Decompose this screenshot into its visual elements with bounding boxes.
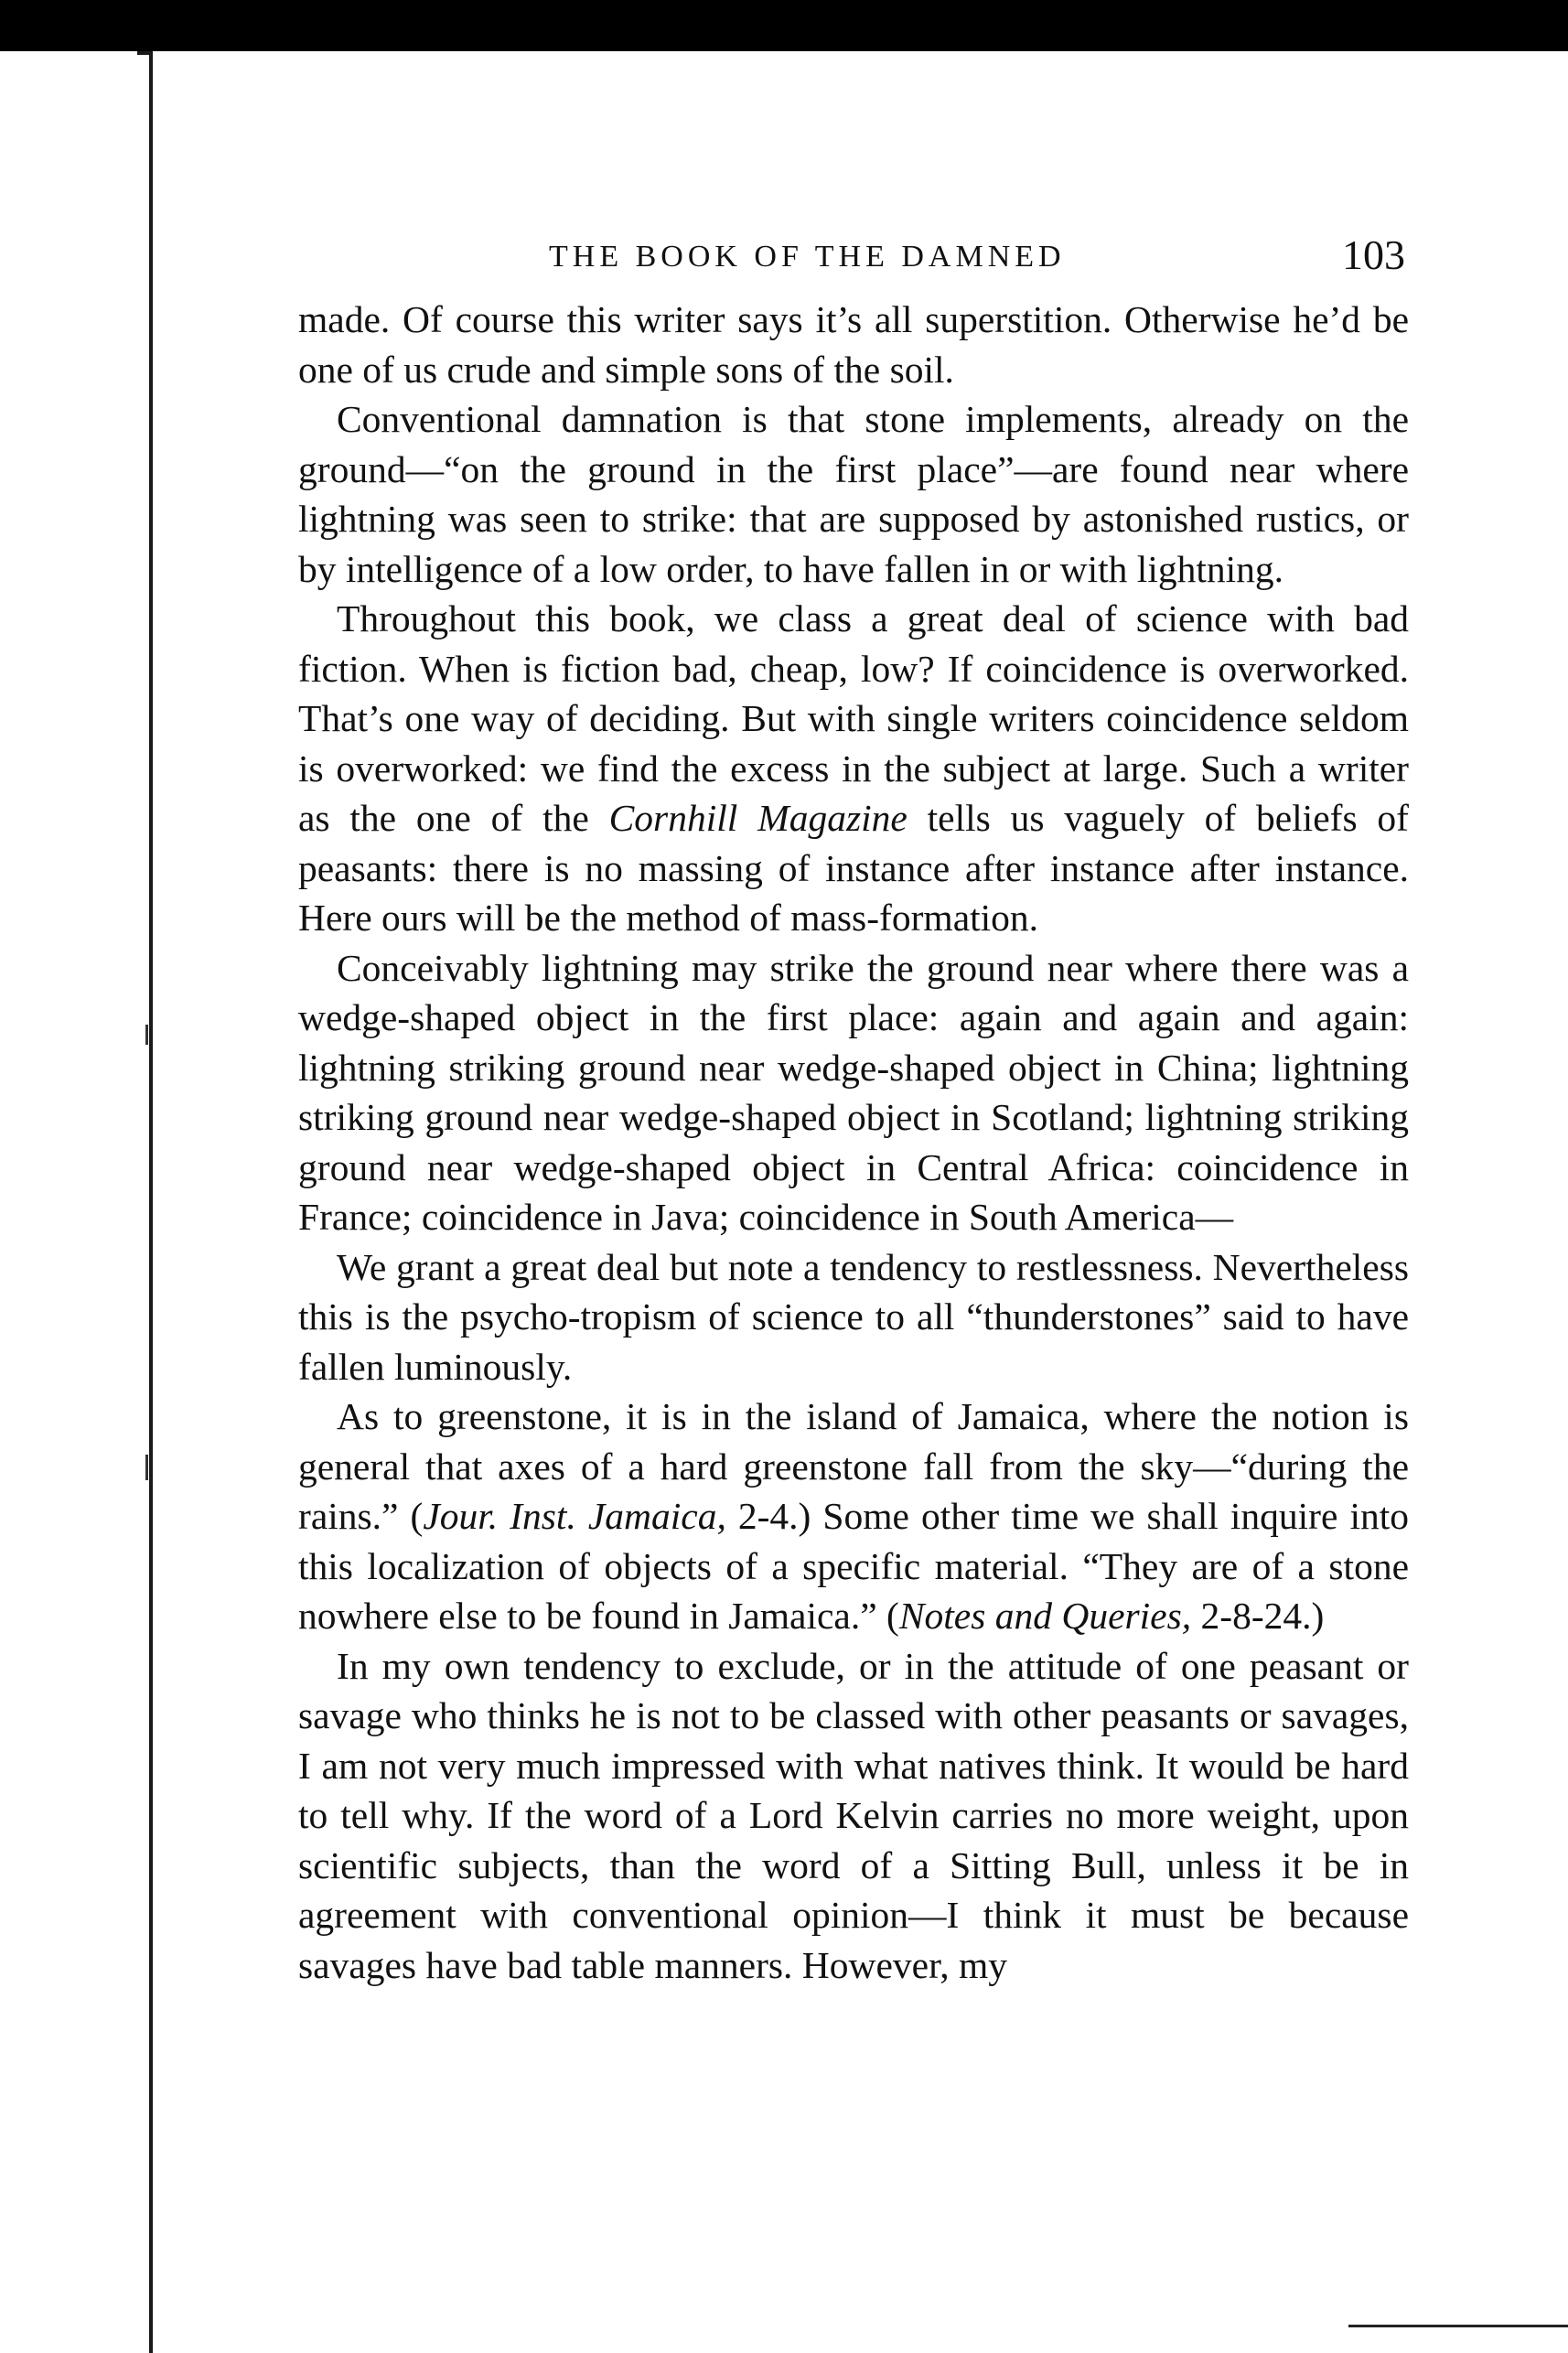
paragraph: [298, 1391, 1409, 1641]
book-page: [298, 231, 1410, 1990]
body-text: [298, 295, 1409, 1990]
paragraph: [298, 594, 1409, 943]
text-run: In my own tendency to exclude, or in the attitude of one peasant or savage who thinks he is not to be classed with other peasants or savages, I am not very much impressed with what natives think. It would be hard to tell why. If the word of a Lord Kelvin carries no more weight, upon scientific subjects, than the word of a Sitting Bull, unless it be in agreement with conventional opinion—I think it must be because savages have bad table manners. However, my: [298, 1644, 1409, 1986]
text-run: 2-4.) Some other time we shall inquire into this localization of objects of a specific material. “They are of a stone nowhere else to be found in Jamaica.” (: [298, 1495, 1410, 1637]
paragraph: [298, 943, 1409, 1242]
scan-top-border: [0, 0, 1568, 51]
text-run: 2-8-24.): [1191, 1595, 1325, 1637]
text-run: Conventional damnation is that stone implements, already on the ground—“on the ground in the first place”—are found near where lightning was seen to strike: that are supposed by astonished rustics, or by intelligence of a low order, to have fallen in or with lightning.: [298, 398, 1409, 590]
text-run: Throughout this book, we class a great deal of science with bad fiction. When is fiction bad, cheap, low? If coincidence is overworked. That’s one way of deciding. But with single writers coincidence seldom is overworked: we find the excess in the subject at large. Such a writer as the one of the: [298, 597, 1409, 839]
text-run: We grant a great deal but note a tendency to restlessness. Nevertheless this is the psycho-tropism of science to all “thunderstones” said to have fallen luminously.: [298, 1245, 1409, 1388]
italic-citation: Notes and Queries,: [898, 1595, 1192, 1637]
scan-bottom-rule: [1348, 2325, 1568, 2327]
paragraph: [298, 394, 1409, 594]
italic-citation: Jour. Inst. Jamaica,: [423, 1495, 726, 1537]
binding-edge-mark: [145, 1455, 148, 1480]
running-title: THE BOOK OF THE DAMNED: [549, 240, 1066, 274]
text-run: As to greenstone, it is in the island of Jamaica, where the notion is general that axes of a hard greenstone fall from the sky—“during the rains.” (: [298, 1395, 1409, 1537]
text-run: made. Of course this writer says it’s all superstition. Otherwise he’d be one of us crude and simple sons of the soil.: [298, 298, 1409, 391]
text-run: Conceivably lightning may strike the ground near where there was a wedge-shaped object in the first place: again and again and again: lightning striking ground near wedge-shaped object in China; lightning striking ground near wedge-shaped object in Scotland; lightning striking ground near wedge-shaped object in Central Africa: coincidence in France; coincidence in Java; coincidence in South America—: [298, 946, 1409, 1238]
binding-edge-line: [149, 51, 153, 2353]
paragraph: [298, 1641, 1409, 1991]
paragraph: [298, 1242, 1409, 1392]
paragraph: [298, 295, 1409, 394]
binding-edge-mark: [145, 1025, 148, 1045]
text-run: tells us vaguely of beliefs of peasants: there is no massing of instance after instance after instance. Here ours will be the method of mass-formation.: [298, 797, 1409, 939]
italic-citation: Cornhill Magazine: [608, 797, 908, 839]
running-head: [298, 231, 1409, 291]
page-number: 103: [1342, 231, 1405, 278]
